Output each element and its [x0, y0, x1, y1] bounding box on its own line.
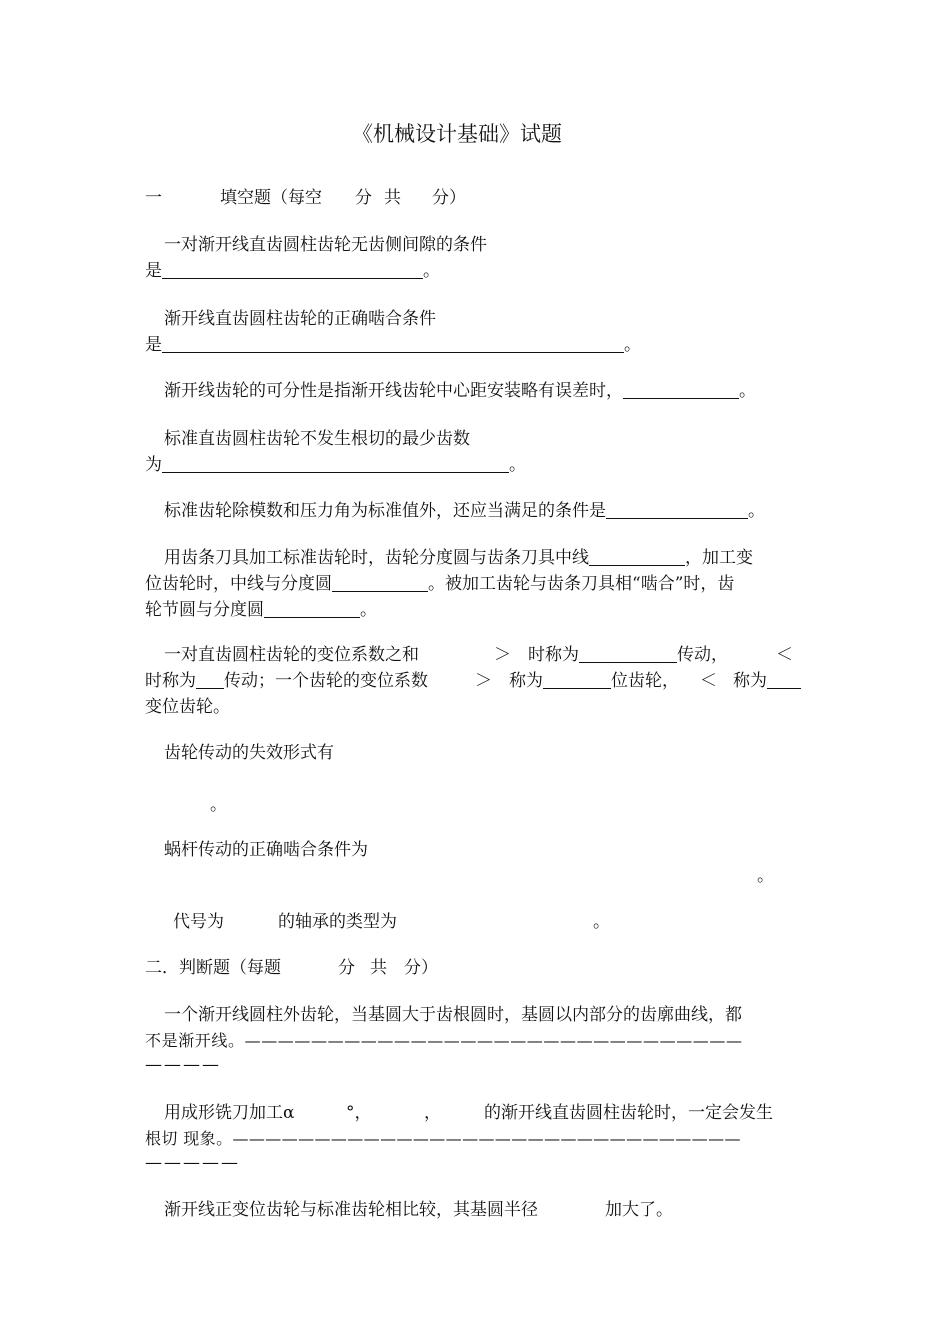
q4-line1: 标准直齿圆柱齿轮不发生根切的最少齿数	[164, 429, 470, 449]
q7-line2a	[145, 668, 428, 694]
q10-b: 的轴承的类型为	[278, 912, 397, 932]
j2-comma: ，	[424, 1103, 441, 1123]
q7-l2b: 传动；一个齿轮的变位系数	[224, 671, 428, 691]
q7-lt-2: ＜	[700, 671, 717, 691]
q4-line2	[145, 452, 526, 478]
q6-l3b: 。	[360, 600, 377, 620]
q7-line3: 变位齿轮。	[145, 697, 230, 717]
q7-lt-1: ＜	[776, 645, 793, 665]
j2-deg: °，	[346, 1103, 372, 1123]
q6-l2a: 位齿轮时，中线与分度圆	[145, 574, 332, 594]
q7-blank-4[interactable]	[767, 670, 801, 689]
page-title: 《机械设计基础》试题	[352, 122, 562, 146]
q7-l1b-text: 时称为	[528, 645, 579, 665]
q7-blank-3[interactable]	[543, 670, 611, 689]
q6-blank-1[interactable]	[589, 547, 685, 566]
q1-line1: 一对渐开线直齿圆柱齿轮无齿侧间隙的条件	[164, 235, 487, 255]
section2-per: 分	[338, 958, 355, 978]
j1-line1: 一个渐开线圆柱外齿轮，当基圆大于齿根圆时，基圆以内部分的齿廓曲线，都	[164, 1005, 742, 1025]
j2-line2: 根切 现象。———————————————————————————————	[145, 1129, 741, 1148]
section2-heading: 二．判断题（每题	[145, 958, 281, 978]
q6-l1a: 用齿条刀具加工标准齿轮时，齿轮分度圆与齿条刀具中线	[164, 548, 589, 568]
q7-l1a: 一对直齿圆柱齿轮的变位系数之和	[164, 645, 419, 665]
section1-total-label: 共	[384, 188, 401, 208]
q7-line2b	[509, 668, 679, 694]
q7-l2c: 称为	[509, 671, 543, 691]
q7-l1b	[528, 642, 728, 668]
q7-gt-1: ＞	[494, 645, 511, 665]
q7-l2e: 称为	[733, 671, 767, 691]
q7-blank-1[interactable]	[579, 644, 677, 663]
q7-blank-2[interactable]	[196, 670, 224, 689]
q6-l1b: ，加工变	[685, 548, 753, 568]
q7-l2d: 位齿轮，	[611, 671, 679, 691]
q1-blank[interactable]	[162, 260, 423, 279]
q6-blank-3[interactable]	[264, 599, 360, 618]
q7-line2c	[733, 668, 801, 694]
section1-number: 一	[145, 188, 162, 208]
q2-prefix: 是	[145, 335, 162, 355]
q6-l2b: 。被加工齿轮与齿条刀具相“啮合”时，齿	[428, 574, 735, 594]
q6-line3	[145, 597, 377, 623]
q6-line2	[145, 571, 734, 597]
q9-text: 蜗杆传动的正确啮合条件为	[164, 840, 368, 860]
q5-text: 标准齿轮除模数和压力角为标准值外，还应当满足的条件是	[164, 501, 606, 521]
j1-line3: ————	[145, 1055, 221, 1075]
q3-text: 渐开线齿轮的可分性是指渐开线齿轮中心距安装略有误差时，	[164, 381, 623, 401]
j2-a: 用成形铣刀加工α	[164, 1103, 295, 1123]
q4-end: 。	[509, 455, 526, 475]
q7-l2a: 时称为	[145, 671, 196, 691]
j1-line2: 不是渐开线。——————————————————————————————	[145, 1031, 743, 1050]
q2-end: 。	[624, 335, 641, 355]
q8-end: 。	[210, 795, 227, 815]
q2-line1: 渐开线直齿圆柱齿轮的正确啮合条件	[164, 309, 436, 329]
q5-end: 。	[748, 501, 765, 521]
q6-line1	[164, 545, 753, 571]
j2-line3: —————	[145, 1153, 240, 1173]
q7-l1c: 传动，	[677, 645, 728, 665]
q1-line2	[145, 258, 440, 284]
q3-end: 。	[739, 381, 756, 401]
q4-prefix: 为	[145, 455, 162, 475]
q1-end: 。	[423, 261, 440, 281]
section1-per: 分	[355, 188, 372, 208]
section2-close: 分）	[404, 958, 438, 978]
j3-b: 加大了。	[605, 1200, 673, 1220]
q2-line2	[145, 332, 641, 358]
section1-heading: 填空题（每空	[220, 188, 322, 208]
q1-prefix: 是	[145, 261, 162, 281]
q10-a: 代号为	[173, 912, 224, 932]
q5-line	[164, 498, 765, 524]
q3-line	[164, 378, 756, 404]
q7-gt-2: ＞	[475, 671, 492, 691]
q2-blank[interactable]	[162, 334, 624, 353]
q4-blank[interactable]	[162, 454, 509, 473]
j3-a: 渐开线正变位齿轮与标准齿轮相比较，其基圆半径	[164, 1200, 538, 1220]
q8-text: 齿轮传动的失效形式有	[164, 743, 334, 763]
q6-l3a: 轮节圆与分度圆	[145, 600, 264, 620]
q5-blank[interactable]	[606, 500, 748, 519]
section2-total-label: 共	[370, 958, 387, 978]
q3-blank[interactable]	[623, 380, 739, 399]
q6-blank-2[interactable]	[332, 573, 428, 592]
q9-end: 。	[757, 866, 774, 886]
q10-end: 。	[593, 912, 610, 932]
j2-b: 的渐开线直齿圆柱齿轮时，一定会发生	[484, 1103, 773, 1123]
section1-close: 分）	[432, 188, 466, 208]
